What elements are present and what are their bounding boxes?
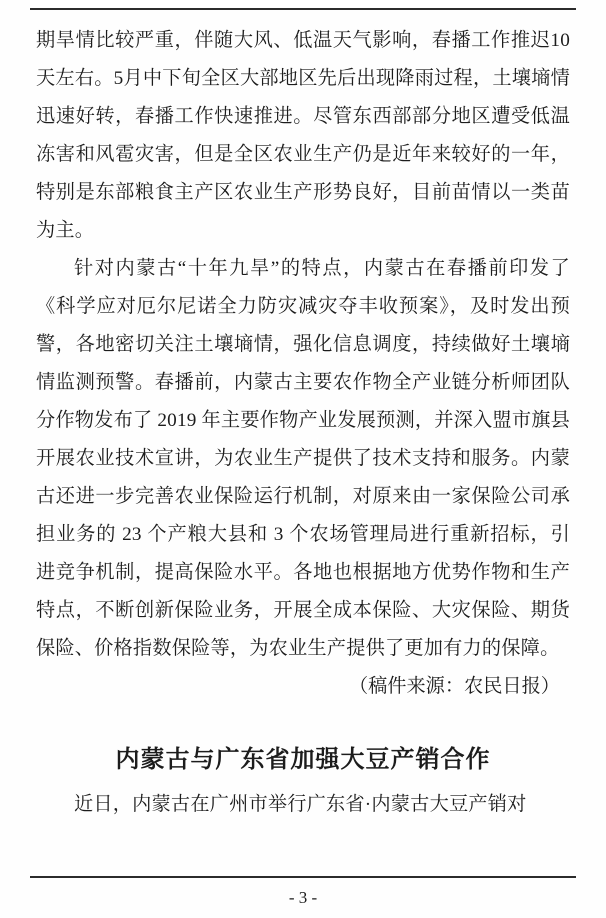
- source-attribution: （稿件来源：农民日报）: [348, 676, 560, 697]
- section-heading: 内蒙古与广东省加强大豆产销合作: [115, 747, 491, 773]
- document-body: [36, 22, 570, 824]
- section-spacer: [36, 706, 570, 740]
- paragraph-continuation: 期旱情比较严重，伴随大风、低温天气影响，春播工作推迟10天左右。5月中下旬全区大部地区先后出现降雨过程，土壤墒情迅速好转，春播工作快速推进。尽管东西部部分地区遭受低温冻害和风雹灾害，但是全区农业生产仍是近年来较好的一年，特别是东部粮食主产区农业生产形势良好，目前苗情以一类苗为主。: [36, 30, 570, 241]
- paragraph-drought-measures: 针对内蒙古“十年九旱”的特点，内蒙古在春播前印发了《科学应对厄尔尼诺全力防灾减灾夺丰收预案》，及时发出预警，各地密切关注土壤墒情，强化信息调度，持续做好土壤墒情监测预警。春播前，内蒙古主要农作物全产业链分析师团队分作物发布了 2019 年主要作物产业发展预测，并深入盟市旗县开展农业技术宣讲，为农业生产提供了技术支持和服务。内蒙古还进一步完善农业保险运行机制，对原来由一家保险公司承担业务的 23 个产粮大县和 3 个农场管理局进行重新招标，引进竞争机制，提高保险水平。各地也根据地方优势作物和生产特点，不断创新保险业务，开展全成本保险、大灾保险、期货保险、价格指数保险等，为农业生产提供了更加有力的保障。: [36, 258, 570, 659]
- header-rule: [30, 8, 576, 10]
- footer-rule: [30, 876, 576, 878]
- paragraph-section-opening: 近日，内蒙古在广州市举行广东省·内蒙古大豆产销对: [74, 794, 527, 815]
- page-number: - 3 -: [288, 888, 318, 907]
